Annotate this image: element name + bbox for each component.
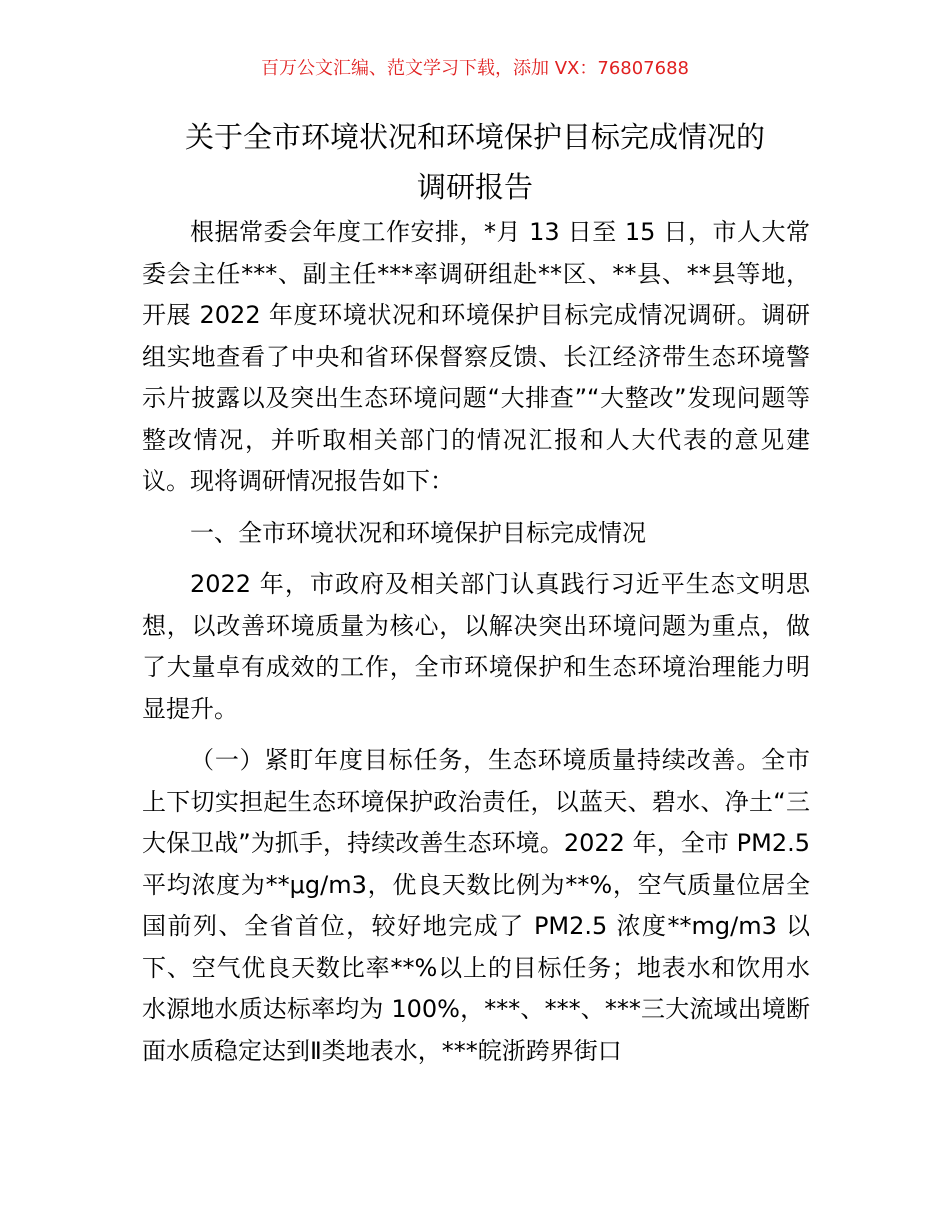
header-promo-text: 百万公文汇编、范文学习下载，添加 VX：76807688: [261, 58, 689, 79]
title-line-1: 关于全市环境状况和环境保护目标完成情况的: [184, 120, 765, 154]
document-body: [142, 212, 810, 1072]
document-title: [0, 112, 950, 212]
paragraph-subsection-1: （一）紧盯年度目标任务，生态环境质量持续改善。全市上下切实担起生态环境保护政治责任，以蓝天、碧水、净土“三大保卫战”为抓手，持续改善生态环境。2022 年，全市 PM2.5 平均浓度为**μg/m3，优良天数比例为**%，空气质量位居全国前列、全省首位，较好地完成了 PM2.5 浓度**mg/m3 以下、空气优良天数比率**%以上的目标任务；地表水和饮用水水源地水质达标率均为 100%，***、***、***三大流域出境断面水质稳定达到Ⅱ类地表水，***皖浙跨界街口: [142, 746, 810, 1065]
paragraph-intro: 根据常委会年度工作安排，*月 13 日至 15 日，市人大常委会主任***、副主任***率调研组赴**区、**县、**县等地，开展 2022 年度环境状况和环境保护目标完成情况调研。调研组实地查看了中央和省环保督察反馈、长江经济带生态环境警示片披露以及突出生态环境问题“大排查”“大整改”发现问题等整改情况，并听取相关部门的情况汇报和人大代表的意见建议。现将调研情况报告如下：: [142, 218, 810, 495]
paragraph-overview: 2022 年，市政府及相关部门认真践行习近平生态文明思想，以改善环境质量为核心，以解决突出环境问题为重点，做了大量卓有成效的工作，全市环境保护和生态环境治理能力明显提升。: [142, 570, 810, 723]
section-heading-1: 一、全市环境状况和环境保护目标完成情况: [190, 518, 646, 547]
title-line-2: 调研报告: [416, 170, 533, 204]
